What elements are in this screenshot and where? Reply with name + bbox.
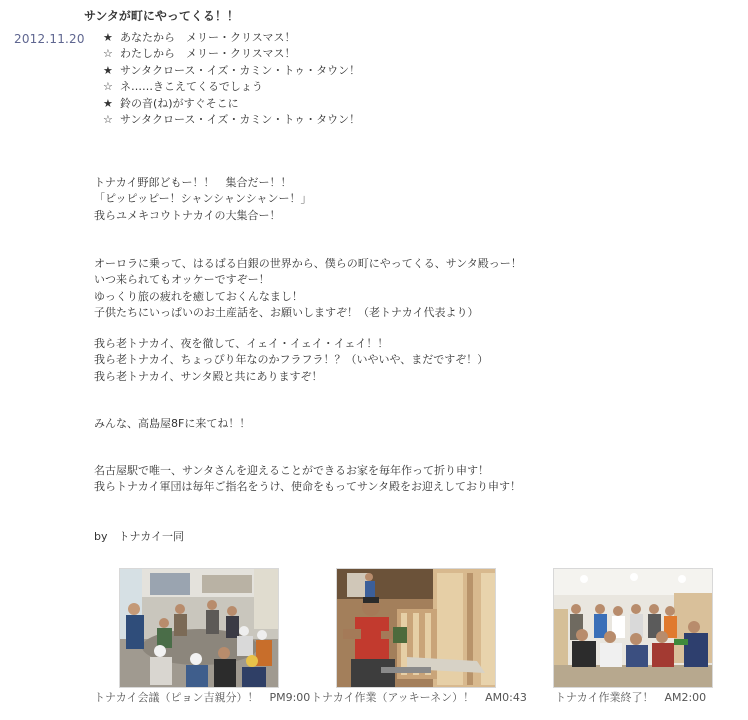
star-icon: ★ [103,63,113,77]
lyric-line [103,63,360,79]
work-photo-image [337,569,496,688]
lyric-line [103,30,360,46]
text-line: ゆっくり旅の疲れを癒しておくんなまし！ [94,289,303,303]
text-line: 名古屋駅で唯一、サンタさんを迎えることができるお家を毎年作って折り申す！ [94,464,490,477]
lyric-line [103,79,360,95]
lyric-line [103,46,360,62]
star-outline-icon: ☆ [103,113,113,127]
text-line: 我ら老トナカイ、サンタ殿と共にありますぞ！ [94,369,323,383]
photo-caption: トナカイ作業終了！ AM2:00 [555,691,707,704]
photo-work-finished[interactable] [553,568,713,688]
photo-gallery [0,568,748,720]
paragraph-reindeer-assembly [94,175,311,224]
star-outline-icon: ☆ [103,80,113,94]
text-line: 「ピッピッピー！シャンシャンシャンー！」 [94,192,312,206]
text-line: 我らユメキコウトナカイの大集合ー！ [94,208,281,222]
lyric-text: 鈴の音(ね)がすぐそこに [120,96,239,110]
text-line: いつ来られてもオッケーですぞー！ [94,273,270,287]
photo-reindeer-meeting[interactable] [119,568,279,688]
text-line: トナカイ野郎どもー！！ 集合だー！！ [94,176,292,189]
meeting-photo-image [120,569,279,688]
lyric-text: あなたから メリー・クリスマス！ [120,31,296,44]
photo-caption: トナカイ会議（ピョン吉親分）！ PM9:00 [94,691,311,704]
post-title: サンタが町にやってくる！！ [84,9,239,23]
paragraph-nagoya [94,463,521,496]
text-line: オーロラに乗って、はるばる白銀の世界から、僕らの町にやってくる、サンタ殿っー！ [94,257,522,270]
text-line: 我ら老トナカイ、ちょっぴり年なのかフラフラ！？（いやいや、まだですぞ！） [94,353,489,367]
text-line: 我ら老トナカイ、夜を徹して、イェイ・イェイ・イェイ！！ [94,337,389,350]
signature: by トナカイ一同 [94,530,184,543]
photo-caption: トナカイ作業（アッキーネン）！ AM0:43 [311,691,527,704]
paragraph-invitation [94,416,250,432]
lyric-line [103,112,360,128]
lyric-text: サンタクロース・イズ・カミン・トゥ・タウン！ [120,113,361,127]
star-icon: ★ [103,31,113,44]
text-line: 我らトナカイ軍団は毎年ご指名をうけ、使命をもってサンタ殿をお迎えしており申す！ [94,480,522,494]
group-photo-image [554,569,713,688]
paragraph-old-reindeer [94,336,488,385]
post-date: 2012.11.20 [14,32,85,46]
text-line: みんな、高島屋8Fに来てね！！ [94,417,251,430]
lyric-text: サンタクロース・イズ・カミン・トゥ・タウン！ [120,63,361,77]
paragraph-santa-welcome [94,256,522,322]
star-icon: ★ [103,96,113,110]
lyric-line [103,96,360,112]
text-line: 子供たちにいっぱいのお土産話を、お願いしますぞ！（老トナカイ代表より） [94,306,479,320]
lyric-text: わたしから メリー・クリスマス！ [120,47,296,61]
photo-reindeer-work[interactable] [336,568,496,688]
star-outline-icon: ☆ [103,47,113,61]
lyric-text: ネ……きこえてくるでしょう [120,80,263,94]
lyrics-list [103,30,360,128]
